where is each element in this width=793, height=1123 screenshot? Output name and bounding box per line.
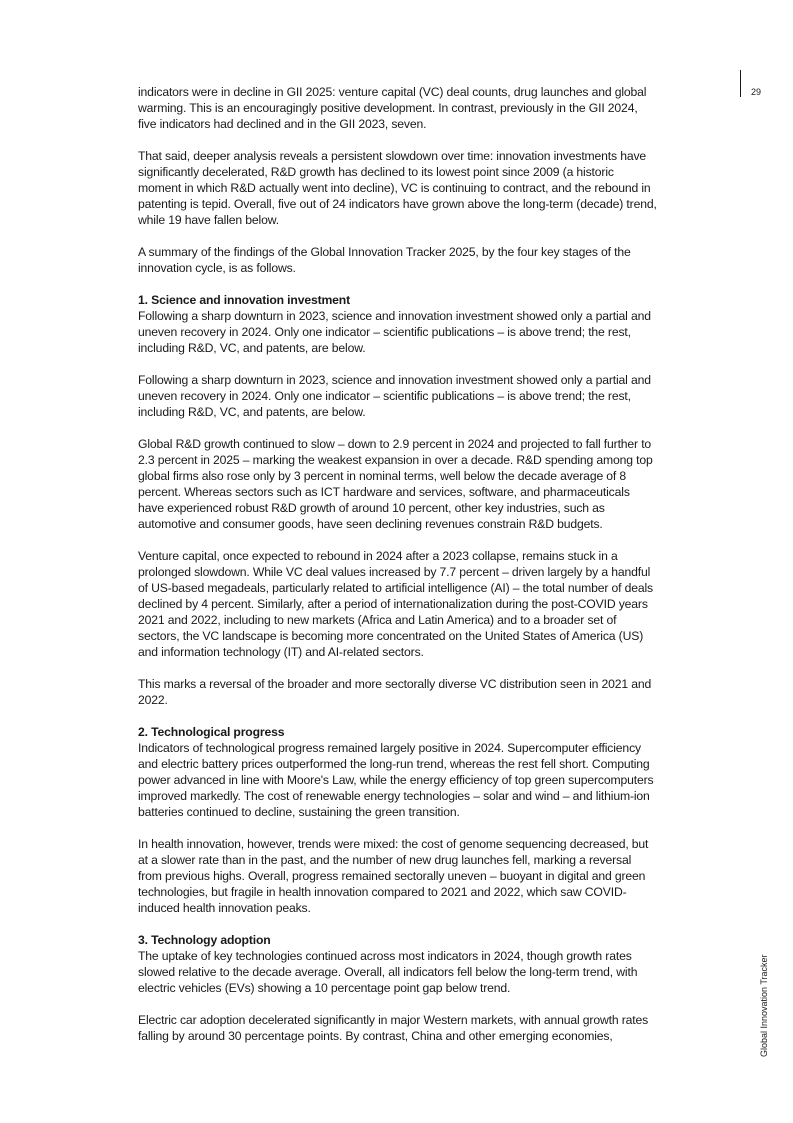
running-title: Global Innovation Tracker bbox=[759, 954, 769, 1057]
section-heading: 1. Science and innovation investment bbox=[138, 293, 350, 307]
section-paragraph: Indicators of technological progress remained largely positive in 2024. Supercomputer efficiency and electric battery prices outperformed the long-run trend, whereas the rest fell short. Computing power advanced in line with Moore's Law, while the energy efficiency of top green supercomputers improved markedly. The cost of renewable energy technologies – solar and wind – and lithium-ion batteries continued to decline, sustaining the green transition. bbox=[138, 741, 654, 819]
header-rule bbox=[740, 70, 741, 97]
section-heading: 3. Technology adoption bbox=[138, 933, 271, 947]
intro-paragraph-1: indicators were in decline in GII 2025: venture capital (VC) deal counts, drug launches and global warming. This is an encouragingly positive development. In contrast, previously in the GII 2024, five indicators had declined and in the GII 2023, seven. bbox=[138, 85, 647, 131]
section-technology-adoption bbox=[138, 932, 658, 1044]
section-heading: 2. Technological progress bbox=[138, 725, 285, 739]
document-body bbox=[138, 84, 658, 1060]
section-paragraph: In health innovation, however, trends were mixed: the cost of genome sequencing decreased, but at a slower rate than in the past, and the number of new drug launches fell, marking a reversal from previous highs. Overall, progress remained sectorally uneven – buoyant in digital and green technologies, but fragile in health innovation compared to 2021 and 2022, which saw COVID-induced health innovation peaks. bbox=[138, 837, 649, 915]
intro-paragraph-3: A summary of the findings of the Global Innovation Tracker 2025, by the four key stages of the innovation cycle, is as follows. bbox=[138, 245, 631, 275]
page-number: 29 bbox=[751, 87, 762, 97]
section-paragraph: Electric car adoption decelerated significantly in major Western markets, with annual growth rates falling by around 30 percentage points. By contrast, China and other emerging economies, bbox=[138, 1013, 649, 1043]
section-paragraph: Following a sharp downturn in 2023, science and innovation investment showed only a partial and uneven recovery in 2024. Only one indicator – scientific publications – is above trend; the rest, including R&D, VC, and patents, are below. bbox=[138, 373, 651, 419]
section-science-investment bbox=[138, 292, 658, 708]
section-paragraph: Following a sharp downturn in 2023, science and innovation investment showed only a partial and uneven recovery in 2024. Only one indicator – scientific publications – is above trend; the rest, including R&D, VC, and patents, are below. bbox=[138, 309, 651, 355]
section-paragraph: The uptake of key technologies continued across most indicators in 2024, though growth rates slowed relative to the decade average. Overall, all indicators fell below the long-term trend, with electric vehicles (EVs) showing a 10 percentage point gap below trend. bbox=[138, 949, 638, 995]
section-paragraph: Global R&D growth continued to slow – down to 2.9 percent in 2024 and projected to fall further to 2.3 percent in 2025 – marking the weakest expansion in over a decade. R&D spending among top global firms also rose only by 3 percent in nominal terms, well below the decade average of 8 percent. Whereas sectors such as ICT hardware and services, software, and pharmaceuticals have experienced robust R&D growth of around 10 percent, other key industries, such as automotive and consumer goods, have seen declining revenues constrain R&D budgets. bbox=[138, 437, 653, 531]
intro-paragraph-2: That said, deeper analysis reveals a persistent slowdown over time: innovation investments have significantly decelerated, R&D growth has declined to its lowest point since 2009 (a historic moment in which R&D actually went into decline), VC is continuing to contract, and the rebound in patenting is tepid. Overall, five out of 24 indicators have grown above the long-term (decade) trend, while 19 have fallen below. bbox=[138, 149, 657, 227]
section-paragraph: This marks a reversal of the broader and more sectorally diverse VC distribution seen in 2021 and 2022. bbox=[138, 677, 652, 707]
section-paragraph: Venture capital, once expected to rebound in 2024 after a 2023 collapse, remains stuck in a prolonged slowdown. While VC deal values increased by 7.7 percent – driven largely by a handful of US-based megadeals, particularly related to artificial intelligence (AI) – the total number of deals declined by 4 percent. Similarly, after a period of internationalization during the post-COVID years 2021 and 2022, including to new markets (Africa and Latin America) and to a broader set of sectors, the VC landscape is becoming more concentrated on the United States of America (US) and information technology (IT) and AI-related sectors. bbox=[138, 549, 653, 659]
section-technological-progress bbox=[138, 724, 658, 916]
